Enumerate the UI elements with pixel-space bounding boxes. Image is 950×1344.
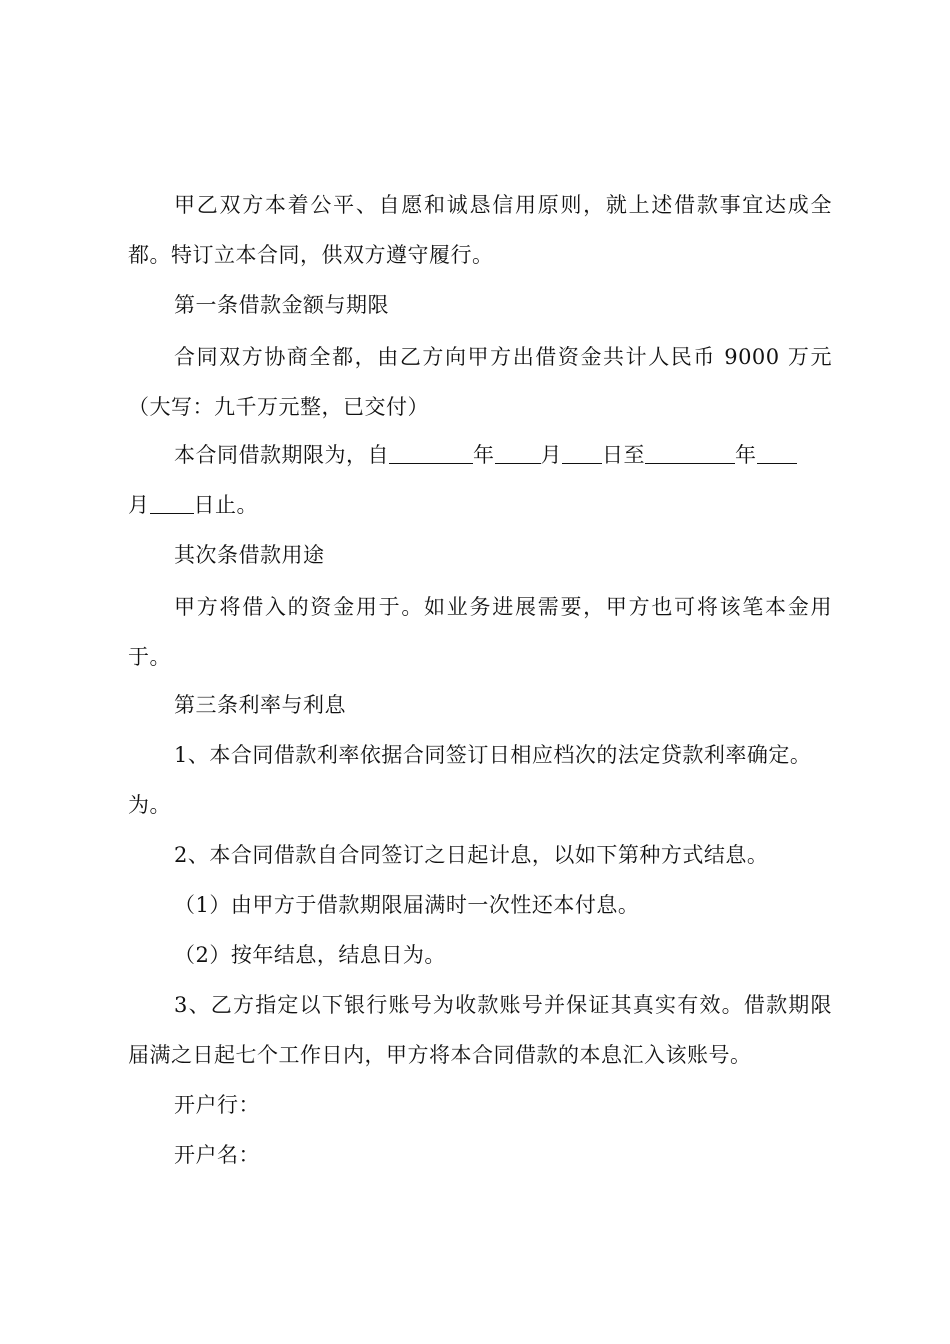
blank-end-month-part [757, 441, 797, 464]
article-3-title [128, 680, 832, 730]
blank-end-day [150, 491, 194, 514]
term-prefix: 本合同借款期限为，自 [174, 443, 389, 467]
paragraph-line: （大写：九千万元整，已交付） [128, 395, 429, 419]
paragraph-line: （1）由甲方于借款期限届满时一次性还本付息。 [174, 893, 640, 917]
paragraph-line: （2）按年结息，结息日为。 [174, 943, 446, 967]
paragraph-line: 2、本合同借款自合同签订之日起计息，以如下第种方式结息。 [174, 843, 769, 867]
paragraph-line [128, 430, 832, 480]
paragraph-option-1 [128, 880, 832, 930]
field-label: 开户名： [174, 1143, 260, 1167]
paragraph-line: 甲方将借入的资金用于。如业务进展需要，甲方也可将该笔本金用 [174, 595, 832, 619]
year-label: 年 [735, 443, 757, 467]
field-label: 开户行： [174, 1093, 260, 1117]
day-to-label: 日至 [602, 443, 645, 467]
paragraph-line: 3、乙方指定以下银行账号为收款账号并保证其真实有效。借款期限 [174, 993, 832, 1017]
paragraph-line: 都。特订立本合同，供双方遵守履行。 [128, 243, 494, 267]
day-end-label: 日止。 [193, 493, 258, 517]
heading-text: 第三条利率与利息 [174, 693, 346, 717]
paragraph-loan-amount [128, 332, 832, 432]
blank-start-year [389, 441, 473, 464]
paragraph-interest-start [128, 830, 832, 880]
account-name-field [128, 1130, 832, 1180]
year-label: 年 [473, 443, 495, 467]
paragraph-loan-term [128, 430, 832, 530]
paragraph-line: 为。 [128, 793, 171, 817]
paragraph-bank-account [128, 980, 832, 1080]
article-2-title [128, 530, 832, 580]
heading-text: 其次条借款用途 [174, 543, 325, 567]
blank-start-month [495, 441, 541, 464]
paragraph-line: 合同双方协商全都，由乙方向甲方出借资金共计人民币 9000 万元 [174, 345, 832, 369]
bank-name-field [128, 1080, 832, 1130]
article-1-title [128, 280, 832, 330]
blank-end-year [645, 441, 735, 464]
blank-start-day [562, 441, 602, 464]
paragraph-line: 1、本合同借款利率依据合同签订日相应档次的法定贷款利率确定。 [174, 743, 812, 767]
paragraph-line: 届满之日起七个工作日内，甲方将本合同借款的本息汇入该账号。 [128, 1043, 752, 1067]
heading-text: 第一条借款金额与期限 [174, 293, 389, 317]
paragraph-line: 甲乙双方本着公平、自愿和诚恳信用原则，就上述借款事宜达成全 [174, 193, 832, 217]
paragraph-option-2 [128, 930, 832, 980]
month-label: 月 [128, 493, 150, 517]
paragraph-interest-rate [128, 730, 832, 830]
paragraph-loan-purpose [128, 582, 832, 682]
paragraph-line [128, 480, 832, 530]
month-label: 月 [540, 443, 562, 467]
paragraph-principles [128, 180, 832, 280]
paragraph-line: 于。 [128, 645, 171, 669]
